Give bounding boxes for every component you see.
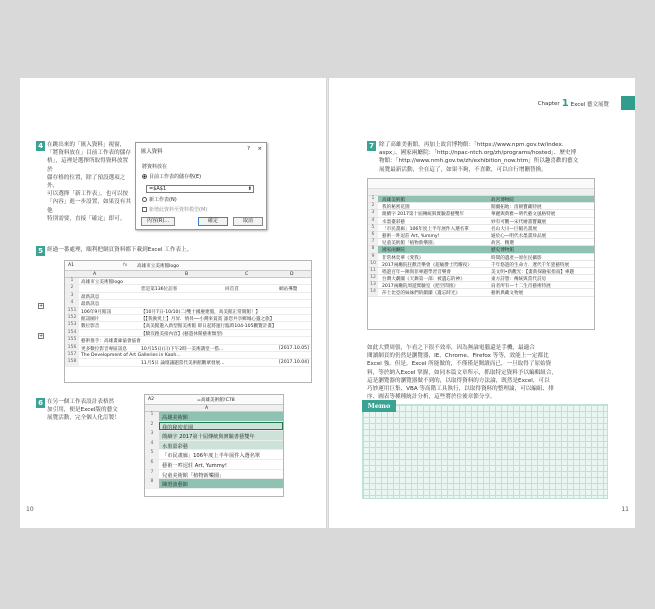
chapter-tab — [621, 96, 635, 110]
custom-table-sheet — [144, 394, 284, 497]
row-number: 157 — [65, 352, 79, 358]
radio-selected-icon[interactable] — [142, 174, 147, 179]
cell-a[interactable]: 藝術一吽逗莊 Art, Yummy! — [382, 233, 440, 239]
import-data-dialog — [135, 142, 267, 230]
row-number: 151 — [65, 308, 79, 314]
cell-b[interactable]: 您是第136位訪客 — [141, 287, 178, 293]
row-number: 2 — [368, 203, 378, 209]
cell-c[interactable]: 回首頁 — [225, 287, 239, 293]
row-number: 2 — [145, 422, 159, 431]
name-box[interactable]: A2 — [148, 397, 155, 402]
table-row — [65, 300, 311, 307]
cell-a[interactable]: 106年9月館訊 — [81, 309, 112, 315]
table-row — [65, 315, 311, 322]
row-number: 9 — [368, 254, 378, 260]
cell-b[interactable]: 歷史博物館 — [491, 248, 514, 254]
row-number: 14 — [368, 289, 378, 295]
cell-b[interactable]: 故宮博物院 — [491, 198, 514, 203]
cell-a[interactable]: 藝術一吽逗莊 Art, Yummy! — [162, 462, 227, 469]
cell-a[interactable]: 我的秘密花園 — [382, 205, 410, 211]
cell-b[interactable]: 通於心—明代水墨畫珍品展 — [491, 233, 547, 239]
cell-b[interactable]: 10月15日(日)下午2時一美術講堂一搭... — [141, 346, 224, 352]
table-row — [368, 210, 594, 217]
table-row — [368, 282, 594, 289]
row-number: 5 — [368, 225, 378, 231]
formula-bar — [368, 179, 594, 189]
row-number: 7 — [368, 239, 378, 245]
cell-b[interactable]: 美文明•新觀光：【畫新探險家指南】專題 — [491, 269, 575, 275]
row-number: 8 — [368, 246, 378, 252]
table-row — [368, 275, 594, 282]
summary-paragraph: 如此大費周張，乍看之下很不效率，因為無論電腦還是手機，最適合 閱讀網頁的仍然是瀏覽器，IE、Chrome、Firefox 等等，效能上一定都比 Excel 強。但是，Excel 所能做的，不僅僅是閱讀而已，一旦取得了原始資 料，等於納入Excel 掌握，如同本篇文章所示，抓取特定資料予以編輯組合， 這是瀏覽器的瀏覽器做不到的，以取得資料的方法論，既然是Excel，可以 巧妙運用巨集、VBA 等高階工具執行，以取得資料的整理論，可以編組、排 序、圖表等種種統計分析，這些將於往後章節分享。 — [367, 345, 558, 401]
row-number: 156 — [65, 345, 79, 351]
table-row — [145, 479, 283, 489]
help-icon[interactable]: ? — [247, 146, 250, 152]
sheet-rows — [368, 196, 594, 297]
cell-a[interactable]: 莎士比亞的妹妹們的劇團《遺忘時光》 — [382, 291, 461, 297]
row-number: 1 — [145, 412, 159, 421]
formula-text[interactable]: 高雄市立美術館logo — [137, 264, 179, 269]
cell-a[interactable]: 台灣大劇團《天舞第一部：被遺忘的神》 — [382, 277, 465, 283]
cell-b[interactable]: 【騎沒跑美接內容】(藝遊休閒藝術類型) — [141, 331, 223, 337]
cell-a[interactable]: 陳澄波藝館 — [162, 482, 188, 489]
cell-a[interactable]: 我的秘密花園 — [162, 424, 194, 431]
cell-a[interactable]: 兒童美術館「植物新樂園」 — [382, 241, 438, 247]
row-number: 2 — [65, 285, 79, 291]
step-6-badge: 6 — [36, 398, 45, 408]
table-row — [368, 289, 594, 296]
table-row — [368, 261, 594, 268]
cell-b[interactable]: 華麗與典雅—明代藝文風格特展 — [491, 212, 556, 218]
cell-b[interactable]: 肩者所有—十二生肖藝術特展 — [491, 284, 551, 290]
column-header — [368, 189, 594, 196]
cell-a[interactable]: 高雄市立美術館logo — [81, 280, 123, 285]
row-number: 3 — [145, 431, 159, 440]
table-row — [368, 268, 594, 275]
option-current-sheet[interactable]: 目前工作表的儲存格(E) — [142, 173, 201, 180]
cell-a[interactable]: 非常林奕華《愛我》 — [382, 255, 424, 261]
table-row — [368, 232, 594, 239]
cell-b[interactable]: 妙有可觀—宋代繪畫寶藏展 — [491, 219, 547, 225]
cell-b[interactable]: 名山大川—巨幅名畫展 — [491, 226, 537, 232]
row-number: 155 — [65, 337, 79, 343]
cell-a[interactable]: 數位影音 — [81, 324, 100, 330]
step-5-badge: 5 — [36, 246, 45, 256]
row-number: 154 — [65, 330, 79, 336]
cell-d[interactable]: [2017.10.05] — [279, 345, 309, 351]
cell-a[interactable]: 館訊圖片 — [81, 316, 100, 322]
cell-a[interactable]: The Development of Art Galleries in Kaoh... — [81, 352, 181, 358]
cell-a[interactable]: 「市民畫廊」106年度上半年展件入選名單 — [382, 226, 469, 232]
row-number: 153 — [65, 322, 79, 328]
cell-a[interactable]: 兒童美術館「植物新樂園」 — [162, 472, 225, 479]
cell-reference-input[interactable]: =$A$1 ⬆ — [146, 185, 254, 193]
cell-b[interactable]: 【10月7日-10/10(二)雙十國慶連假，高美館正常開館！】 — [141, 309, 261, 315]
table-row — [145, 470, 283, 480]
expand-group-icon[interactable]: + — [39, 333, 44, 339]
page-number: 11 — [621, 506, 629, 513]
memo-box — [362, 404, 608, 499]
chapter-header: Chapter 1 Excel 藝文展覽 — [537, 98, 609, 109]
row-number: 3 — [368, 210, 378, 216]
cell-a[interactable]: 高雄美術館 — [382, 198, 405, 203]
step-6-text: 在另一個工作表設計表格然 加引用，便是Excel版的藝文 展覽活動，完全個人化訂製！ — [47, 399, 120, 422]
table-row — [145, 441, 283, 451]
table-row — [368, 218, 594, 225]
cell-d[interactable]: 網站導覽 — [279, 287, 298, 293]
column-header: A — [145, 405, 283, 412]
row-number: 10 — [368, 261, 378, 267]
row-number: 4 — [145, 441, 159, 450]
row-number: 7 — [145, 470, 159, 479]
cell-b[interactable]: 11月5日 論壇議題當代美術館觀眾發展... — [141, 361, 225, 367]
option-new-sheet[interactable]: 新工作表(N) — [142, 196, 177, 203]
table-row — [65, 337, 311, 344]
row-number: 1 — [65, 278, 79, 284]
cell-a[interactable]: 藝術推手：高雄畫廊協會協會 — [81, 339, 141, 345]
row-number: 152 — [65, 315, 79, 321]
close-icon[interactable]: × — [257, 146, 262, 152]
web-data-sheet — [64, 260, 312, 383]
table-row — [145, 412, 283, 422]
cell-a[interactable]: 唱遊百年—陳與菲專題學習音樂會 — [382, 269, 451, 275]
table-row — [65, 308, 311, 315]
cell-a[interactable]: 2017兩廳院狂歡音樂會《超級爵士閃耀夜》 — [382, 262, 472, 268]
cell-b[interactable]: 【高美館邀入新型館美術館 即日起將運行臨時104-105觀覽計畫】 — [141, 324, 277, 330]
ok-button[interactable]: 確定 — [198, 217, 228, 226]
range-picker-icon[interactable]: ⬆ — [247, 186, 252, 192]
checkbox-icon[interactable] — [142, 207, 147, 212]
table-row — [368, 203, 594, 210]
cell-a[interactable]: 最新訊息 — [81, 302, 100, 308]
cell-a[interactable]: 高雄美術館 — [162, 415, 188, 421]
table-row — [368, 239, 594, 246]
table-row — [368, 254, 594, 261]
table-row — [65, 293, 311, 300]
row-number: 11 — [368, 268, 378, 274]
row-number: 3 — [65, 293, 79, 299]
step-7-text: 除了高雄美術館，再加上故宮博物館：「https://www.npm.gov.tw/index. aspx」、國家兩廳院：「http://npac-ntch.org/zh/programs/hosted」、歷史博 物館：「http://www.nmh.gov.tw/zh/exhibition_now.htm」所以趣喜歡的藝文 展覽最新活動，全在這了，如果不夠，不喜歡，可以自行增刪替換。 — [379, 142, 579, 173]
cancel-button[interactable]: 取消 — [233, 217, 263, 226]
cell-b[interactable]: 【【我換愛上】月昇．情昇──小灣來賞賞 誰您共享鄉城心靈之旅】 — [141, 316, 275, 322]
row-number: 4 — [65, 300, 79, 306]
row-number: 5 — [145, 450, 159, 459]
table-row — [65, 352, 311, 359]
left-page — [20, 78, 326, 528]
radio-icon[interactable] — [142, 197, 147, 202]
cell-a[interactable]: 更多數位影音專區訊息 — [81, 346, 127, 352]
cell-a[interactable]: 水墨臺彩藝 — [162, 443, 188, 450]
row-number: 12 — [368, 275, 378, 281]
sheet-rows — [65, 278, 311, 367]
cell-b[interactable]: 時間的遺產—原住民攝影 — [491, 255, 542, 261]
fx-icon: fx — [123, 263, 128, 268]
formula-bar — [65, 261, 311, 271]
expand-group-icon[interactable]: + — [39, 303, 44, 309]
cell-b[interactable]: 藝術典藏文物展 — [491, 291, 524, 297]
table-row — [145, 431, 283, 441]
cell-b[interactable]: 開疆拓地：清朝寶藏特展 — [491, 205, 542, 211]
step-7-badge: 7 — [367, 141, 376, 151]
table-row — [368, 246, 594, 253]
row-number: 13 — [368, 282, 378, 288]
table-row — [65, 285, 311, 292]
cell-a[interactable]: 簡續字 2017第十屆傳統與實驗書藝雙年 — [162, 434, 255, 441]
row-number: 4 — [368, 218, 378, 224]
cell-a[interactable]: 2017兩廳院周遊實驗室《把空間推》 — [382, 284, 459, 290]
cell-b[interactable]: 故宮．精選 — [491, 241, 514, 247]
step-4-badge: 4 — [36, 141, 45, 151]
combined-exhibition-sheet — [367, 178, 595, 330]
cell-a[interactable]: 水墨臺彩藝 — [382, 219, 405, 225]
table-row — [368, 225, 594, 232]
table-row — [65, 322, 311, 329]
column-header: A B C D — [65, 271, 311, 278]
table-row — [145, 460, 283, 470]
dialog-title: 匯入資料 — [141, 149, 163, 155]
cell-a[interactable]: 最新訊息 — [81, 294, 100, 300]
page-number: 10 — [26, 506, 34, 513]
row-number: 8 — [145, 479, 159, 488]
memo-tag: Memo — [362, 400, 396, 412]
table-row — [145, 422, 283, 432]
right-page — [329, 78, 635, 528]
section-label: 將資料放在 — [142, 164, 168, 170]
table-row — [65, 330, 311, 337]
formula-bar — [145, 395, 283, 405]
cell-b[interactable]: 東方詩想：傳統與當代詩房 — [491, 277, 547, 283]
cell-d[interactable]: [2017.10.04] — [279, 360, 309, 366]
table-row — [65, 278, 311, 285]
cell-a[interactable]: 國家兩廳院 — [382, 248, 405, 254]
table-row — [145, 450, 283, 460]
cell-a[interactable]: 簡續字 2017第十屆傳統與實驗書藝雙年 — [382, 212, 465, 218]
table-row — [368, 196, 594, 203]
step-5-text: 經過一番處理，順利把網頁資料都下載到Excel 工作表上。 — [47, 247, 193, 253]
sheet-rows — [145, 412, 283, 489]
row-number: 6 — [145, 460, 159, 469]
properties-button[interactable]: 內容(R)... — [141, 217, 175, 226]
table-row — [65, 359, 311, 366]
table-row — [65, 345, 311, 352]
row-number: 158 — [65, 359, 79, 365]
add-to-data-model[interactable]: 新增此資料至資料模型(M) — [142, 206, 207, 213]
row-number: 6 — [368, 232, 378, 238]
cell-a[interactable]: 「市民畫廊」106年度上半年展件入選名單 — [162, 453, 261, 460]
cell-b[interactable]: 千年悠遊的生命力．遼代千年瓷藝特展 — [491, 262, 570, 268]
step-4-text: 在跳出來的「匯入資料」視窗， 「將資料放在」目前工作表的儲存 格」，這裡是選擇所取得資料放置於 儲存格的位置，除了預設選項之外， 可以選擇「新工作表」，也可以按 「內容」進一步設置，如果沒有其他 特別需要，直接「確定」即可。 — [47, 142, 131, 222]
formula-text[interactable]: =高雄美術館!C78 — [197, 398, 235, 403]
row-number: 1 — [368, 196, 378, 202]
name-box[interactable]: A1 — [68, 263, 75, 268]
